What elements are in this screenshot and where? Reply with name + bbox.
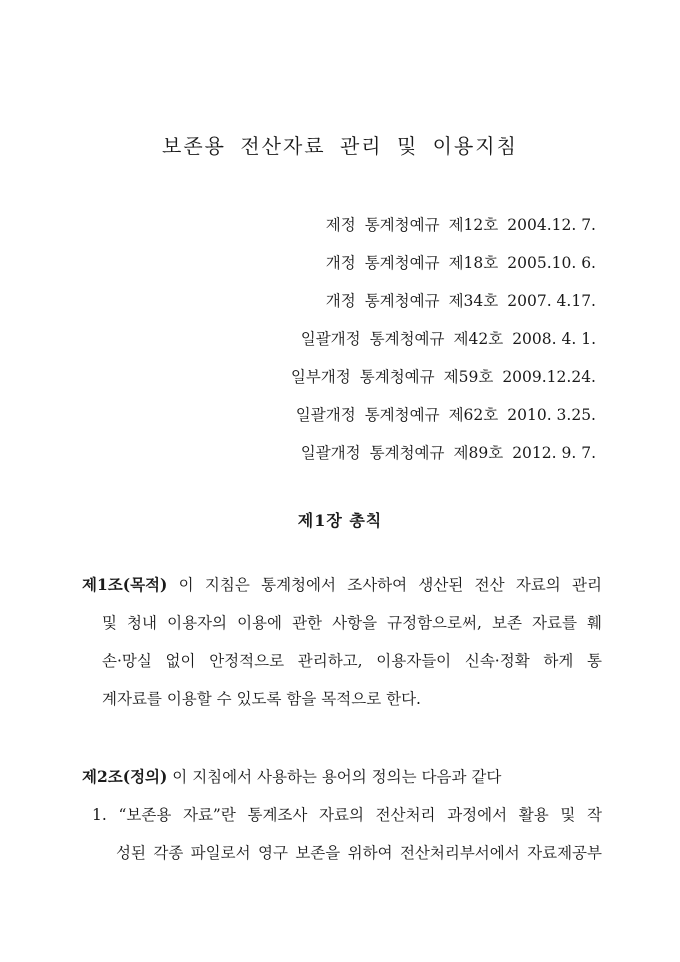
history-no: 제12호 [448, 216, 499, 234]
history-org: 통계청예규 [369, 330, 445, 348]
history-type: 개정 [325, 254, 356, 272]
chapter-heading: 제1장 총칙 [297, 511, 383, 530]
history-org: 통계청예규 [364, 216, 440, 234]
history-org: 통계청예규 [359, 368, 435, 386]
amendment-history [282, 206, 596, 472]
history-no: 제42호 [453, 330, 504, 348]
article-1-heading: 제1조(목적) [82, 575, 168, 594]
article-2-line [82, 758, 602, 796]
history-date: 2008. 4. 1. [512, 330, 596, 348]
history-type: 일부개정 [290, 368, 351, 386]
document-title: 보존용 전산자료 관리 및 이용지침 [162, 134, 518, 158]
history-date: 2005.10. 6. [507, 254, 596, 272]
history-row [282, 358, 596, 396]
history-row [282, 434, 596, 472]
article-1-line: 손·망실 없이 안정적으로 관리하고, 이용자들이 신속·정확 하게 통 [102, 652, 602, 670]
history-no: 제59호 [443, 368, 494, 386]
history-row [282, 320, 596, 358]
article-2 [82, 758, 602, 872]
history-date: 2009.12.24. [502, 368, 596, 386]
history-org: 통계청예규 [364, 254, 440, 272]
article-1-line [82, 566, 602, 604]
history-org: 통계청예규 [369, 444, 445, 462]
history-org: 통계청예규 [364, 406, 440, 424]
history-date: 2012. 9. 7. [512, 444, 596, 462]
article-1 [82, 566, 602, 718]
history-row [282, 396, 596, 434]
history-no: 제18호 [448, 254, 499, 272]
history-date: 2010. 3.25. [507, 406, 596, 424]
history-row [282, 244, 596, 282]
history-no: 제89호 [453, 444, 504, 462]
article-1-line: 및 청내 이용자의 이용에 관한 사항을 규정함으로써, 보존 자료를 훼 [102, 614, 602, 632]
history-no: 제34호 [448, 292, 499, 310]
article-2-item-line: 성된 각종 파일로서 영구 보존을 위하여 전산처리부서에서 자료제공부 [116, 844, 602, 862]
history-type: 개정 [325, 292, 356, 310]
history-org: 통계청예규 [364, 292, 440, 310]
article-2-item-line: 1. “보존용 자료”란 통계조사 자료의 전산처리 과정에서 활용 및 작 [92, 806, 602, 824]
history-date: 2007. 4.17. [507, 292, 596, 310]
history-row [282, 206, 596, 244]
history-no: 제62호 [448, 406, 499, 424]
history-type: 제정 [325, 216, 356, 234]
article-2-intro: 이 지침에서 사용하는 용어의 정의는 다음과 같다 [172, 768, 502, 786]
history-row [282, 282, 596, 320]
history-type: 일괄개정 [300, 444, 361, 462]
article-1-line: 계자료를 이용할 수 있도록 함을 목적으로 한다. [102, 690, 421, 708]
history-type: 일괄개정 [295, 406, 356, 424]
history-type: 일괄개정 [300, 330, 361, 348]
article-1-text: 이 지침은 통계청에서 조사하여 생산된 전산 자료의 관리 [178, 576, 602, 594]
history-date: 2004.12. 7. [507, 216, 596, 234]
article-2-heading: 제2조(정의) [82, 767, 168, 786]
